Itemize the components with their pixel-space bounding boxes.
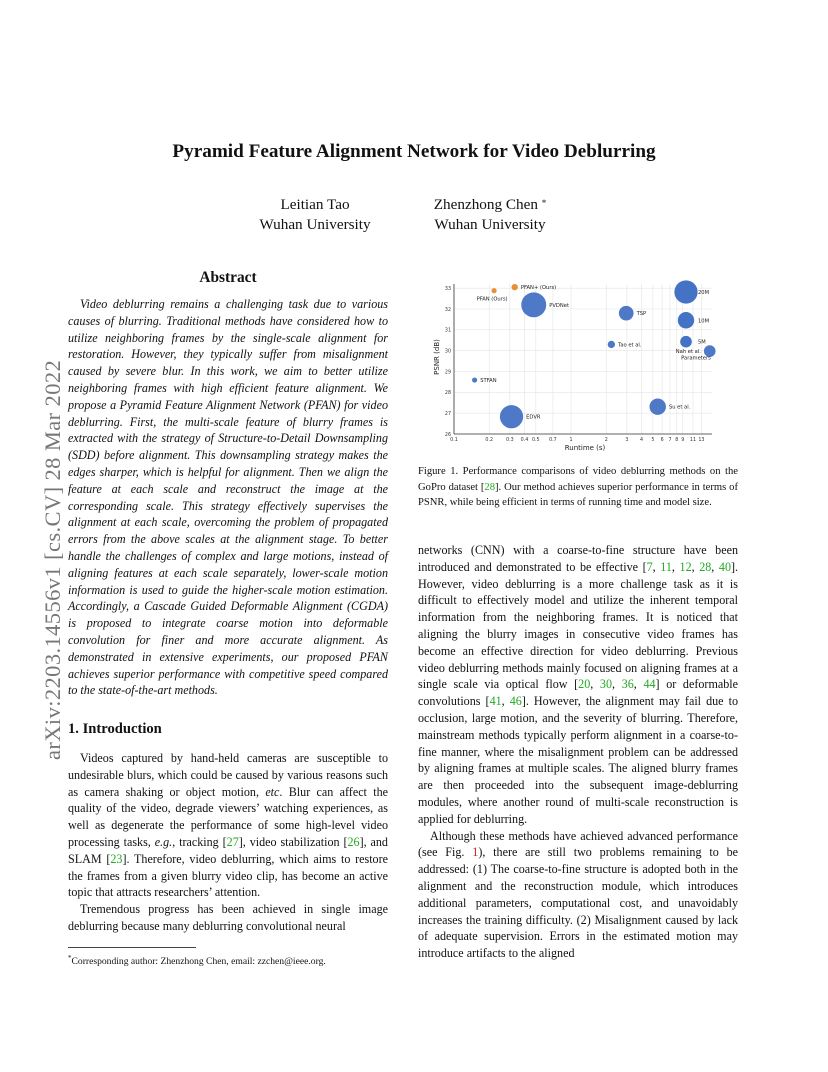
x-tick-label: 4 [639,438,644,443]
data-point-label: EDVR [526,414,541,421]
x-tick-label: 0.5 [531,438,540,443]
abstract-text: Video deblurring remains a challenging task due to various causes of blurring. Traditional methods have considered how to utilize neighboring frames by the single-scale alignment for restoration. However, they typically suffer from misalignment caused by severe blur. In this work, we aim to better utilize neighboring frames with high efficient feature alignment. We propose a Pyramid Feature Alignment Network (PFAN) for video deblurring. First, the multi-scale feature of blurry frames is extracted with the strategy of Structure-to-Detail Downsampling (SDD) before alignment. This downsampling strategy makes the edges sharper, which is helpful for alignment. Then we align the feature at each scale and reconstruct the image at the corresponding scale. This strategy effectively supervises the alignment at each scale, overcoming the problem of propagated errors from the above scales at the alignment stage. To better handle the challenges of complex and large motions, instead of aligning features at each scale separately, lower-scale motion information is used to guide the higher-scale motion estimation. Accordingly, a Cascade Guided Deformable Alignment (CGDA) is proposed to integrate coarse motion into deformable convolution for finer and more accurate alignment. As demonstrated in extensive experiments, our proposed PFAN achieves superior performance with competitive speed compared to the state-of-the-art methods. [68,297,388,698]
data-point [521,292,546,317]
figure-1-caption: Figure 1. Performance comparisons of video deblurring methods on the GoPro dataset [28]. Our method achieves superior performance in terms of PSNR, while being efficient in terms of running time and model size. [418,466,738,509]
y-tick-label: 33 [444,286,451,292]
figure-1-chart [430,278,730,456]
x-tick-label: 0.1 [450,438,458,443]
y-tick-label: 29 [444,370,451,376]
x-axis-label: Runtime (s) [564,444,606,452]
data-point [500,405,523,428]
footnote-text: Corresponding author: Zhenzhong Chen, email: zzchen@ieee.org. [71,956,326,968]
author-affiliation: Wuhan University [259,216,371,233]
author-name: Leitian Tao [280,196,350,213]
right-column-text [418,542,738,962]
legend-marker [674,280,697,303]
data-point [649,398,665,414]
x-tick-label: 11 [689,438,697,443]
right-paragraph-1: networks (CNN) with a coarse-to-fine structure have been introduced and demonstrated to be effective [7, 11, 12, 28, 40]. However, video deblurring is a more challenge task as it is difficult to effectively model and utilize the inherent temporal information from the neighboring frames. It is noticed that aligning the blurry images in consecutive video frames has become an effective direction for video deblurring. Previous video deblurring methods mainly focused on aligning frames at a single scale via optical flow [20, 30, 36, 44] or deformable convolutions [41, 46]. However, the alignment may fail due to occlusion, large motion, and the severity of blurring. Therefore, mainstream methods typically perform alignment in a coarse-to-fine manner, where the misalignment problem can be addressed by aligning frames at multiple scales. The aligned blurry frames are then proceeded into the subsequent image-deblurring modules, where another round of multi-scale reconstruction is applied for deblurring. [418,543,739,826]
data-point-label: PFAN (Ours) [476,296,508,303]
data-point-label: PFAN+ (Ours) [520,285,557,292]
intro-paragraph-2: Tremendous progress has been achieved in single image deblurring because many deblurring convolutional neural [68,902,388,933]
author-block-2 [405,195,575,235]
citation-link[interactable]: 41 [489,694,502,709]
arxiv-id-text: arXiv:2203.14556v1 [cs.CV] 28 Mar 2022 [40,359,65,760]
x-tick-label: 2 [604,438,608,443]
arxiv-stamp [20,280,65,760]
intro-paragraph-1: Videos captured by hand-held cameras are susceptible to undesirable blurs, which could be caused by various reasons such as camera shaking or object motion, etc. Blur can affect the quality of the video, degrade viewers’ watching experiences, as well as degenerate the performance of some high-level video processing tasks, e.g., tracking [27], video stabilization [26], and SLAM [23]. Therefore, video deblurring, which aims to restore the frames from a given blurry video clip, has become an active topic that attracts researchers’ attention. [68,751,388,900]
citation-link[interactable]: 46 [509,694,522,709]
footnote-rule [68,947,196,948]
citation-link[interactable]: 11 [660,559,672,574]
citation-link[interactable]: 7 [646,559,653,574]
x-tick-label: 5 [651,438,655,443]
data-point-label: Nah et al. [675,349,701,356]
legend-label: 20M [698,290,710,296]
intro-column-left [68,750,388,935]
y-tick-label: 32 [444,307,451,313]
footnote [68,952,388,968]
chart-ticks [445,286,705,443]
footnote-mark: * [68,954,72,962]
y-tick-label: 26 [444,432,451,438]
chart-points [472,284,716,428]
x-tick-label: 8 [675,438,679,443]
citation-link[interactable]: 27 [226,834,239,849]
citation-link[interactable]: 23 [110,851,123,866]
legend-label: 5M [698,339,706,346]
citation-link[interactable]: 30 [599,677,613,692]
section-heading-introduction: 1. Introduction [68,721,162,737]
x-tick-label: 0.2 [485,438,494,443]
citation-link[interactable]: 28 [484,481,496,493]
right-paragraph-2: Although these methods have achieved advanced performance (see Fig. 1), there are still two problems remaining to be addressed: (1) The coarse-to-fine structure is adopted both in the alignment and the reconstruction module, which introduces additional parameters, computational cost, and unavoidably increases the training difficulty. (2) Misalignment caused by lack of adequate supervision. Errors in the estimated motion may introduce artifacts to the aligned [418,828,738,961]
chart-grid [454,284,712,434]
data-point [512,284,518,290]
citation-link[interactable]: 28 [699,559,712,574]
author-name: Zhenzhong Chen [433,196,538,213]
data-point-label: TSP [636,311,647,318]
x-tick-label: 0.4 [520,438,529,443]
data-point-label: Tao et al. [618,342,642,349]
data-point-label: Su et al. [668,404,691,411]
x-tick-label: 9 [681,438,685,443]
author-block-1 [230,195,400,235]
citation-link[interactable]: 36 [621,677,634,692]
abstract-body [68,296,388,699]
corresponding-mark: * [541,198,547,208]
x-tick-label: 1 [569,438,573,443]
x-tick-label: 3 [625,438,629,443]
y-tick-label: 30 [444,349,451,355]
x-tick-label: 6 [660,438,664,443]
x-tick-label: 7 [668,438,672,443]
y-tick-label: 27 [444,411,451,417]
author-affiliation: Wuhan University [434,216,546,233]
legend-title: Parameters [681,355,711,362]
figure-reference-link[interactable]: 1 [472,845,479,860]
chart-axes [454,284,712,434]
data-point-label: PVDNet [549,302,569,309]
citation-link[interactable]: 20 [578,677,591,692]
citation-link[interactable]: 26 [347,834,360,849]
legend-label: 10M [698,318,710,325]
y-tick-label: 31 [444,328,451,334]
abstract-heading: Abstract [199,269,257,286]
data-point [608,341,615,348]
x-tick-label: 0.3 [506,438,514,443]
x-tick-label: 0.7 [549,438,557,443]
y-axis-label: PSNR (dB) [433,339,441,375]
citation-link[interactable]: 44 [643,677,656,692]
paper-title: Pyramid Feature Alignment Network for Video Deblurring [172,141,656,162]
citation-link[interactable]: 40 [718,559,731,574]
legend-marker [680,336,692,348]
data-point [619,306,634,321]
legend-marker [678,312,694,328]
x-tick-label: 13 [698,438,705,443]
citation-link[interactable]: 12 [679,559,692,574]
y-tick-label: 28 [444,391,451,397]
data-point-label: STFAN [480,378,497,385]
data-point [491,288,496,293]
data-point [472,377,477,382]
